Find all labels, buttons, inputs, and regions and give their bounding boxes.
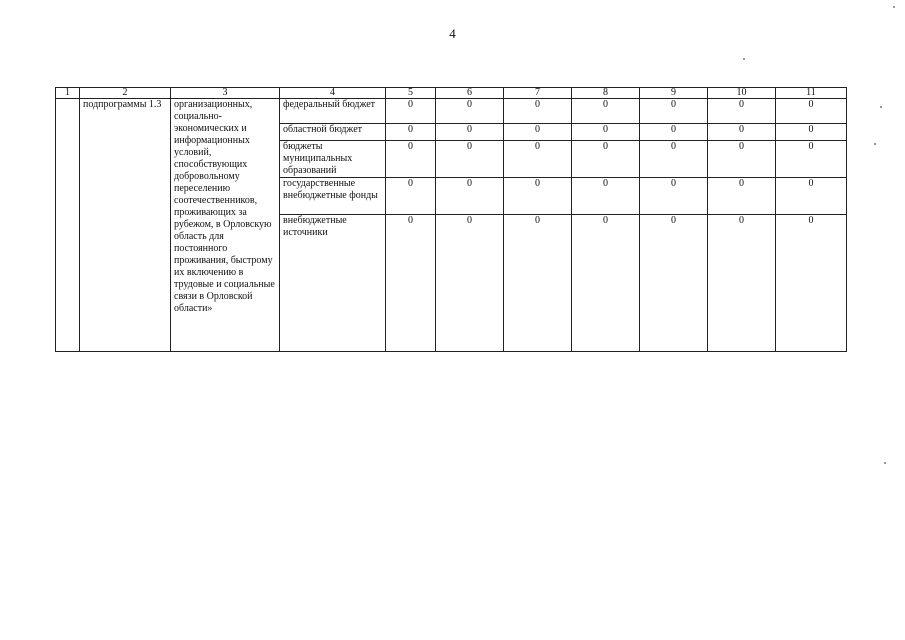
value-cell: 0 (776, 141, 847, 178)
value-cell: 0 (708, 99, 776, 124)
funding-table (55, 87, 847, 352)
column-header: 1 (56, 88, 80, 99)
scan-speck (874, 143, 876, 145)
value-cell: 0 (386, 215, 436, 352)
value-cell: 0 (572, 124, 640, 141)
value-cell: 0 (572, 178, 640, 215)
funding-source-cell: федеральный бюджет (280, 99, 386, 124)
value-cell: 0 (436, 215, 504, 352)
value-cell: 0 (708, 215, 776, 352)
value-cell: 0 (504, 124, 572, 141)
value-cell: 0 (708, 178, 776, 215)
scan-speck (893, 6, 895, 8)
scan-speck (880, 106, 882, 108)
value-cell: 0 (640, 124, 708, 141)
column-header: 7 (504, 88, 572, 99)
column-header: 5 (386, 88, 436, 99)
value-cell: 0 (776, 215, 847, 352)
page-number: 4 (449, 26, 456, 41)
scan-speck (743, 58, 745, 60)
value-cell: 0 (640, 178, 708, 215)
value-cell: 0 (776, 124, 847, 141)
row-number-cell (56, 99, 80, 352)
column-header: 8 (572, 88, 640, 99)
column-header: 9 (640, 88, 708, 99)
value-cell: 0 (572, 99, 640, 124)
value-cell: 0 (504, 178, 572, 215)
value-cell: 0 (708, 124, 776, 141)
value-cell: 0 (708, 141, 776, 178)
value-cell: 0 (386, 178, 436, 215)
value-cell: 0 (572, 215, 640, 352)
funding-source-cell: государственные внебюджетные фонды (280, 178, 386, 215)
table-row (56, 99, 847, 124)
column-header: 11 (776, 88, 847, 99)
value-cell: 0 (436, 141, 504, 178)
scan-speck (884, 462, 886, 464)
value-cell: 0 (436, 99, 504, 124)
column-header: 2 (80, 88, 171, 99)
value-cell: 0 (640, 141, 708, 178)
value-cell: 0 (386, 124, 436, 141)
funding-source-cell: областной бюджет (280, 124, 386, 141)
value-cell: 0 (640, 99, 708, 124)
value-cell: 0 (386, 99, 436, 124)
column-header: 3 (171, 88, 280, 99)
value-cell: 0 (640, 215, 708, 352)
value-cell: 0 (504, 141, 572, 178)
value-cell: 0 (572, 141, 640, 178)
value-cell: 0 (776, 178, 847, 215)
value-cell: 0 (504, 215, 572, 352)
header-row (56, 88, 847, 99)
value-cell: 0 (386, 141, 436, 178)
value-cell: 0 (504, 99, 572, 124)
description-cell: организационных, социально-экономических и информационных условий, способствующих добровольному переселению соотечественников, проживающих за рубежом, в Орловскую область для постоянного проживания, быстрому их включению в трудовые и социальные связи в Орловской области» (171, 99, 280, 352)
subprogram-cell: подпрограммы 1.3 (80, 99, 171, 352)
column-header: 10 (708, 88, 776, 99)
value-cell: 0 (436, 178, 504, 215)
value-cell: 0 (436, 124, 504, 141)
column-header: 6 (436, 88, 504, 99)
column-header: 4 (280, 88, 386, 99)
funding-source-cell: бюджеты муниципальных образований (280, 141, 386, 178)
funding-source-cell: внебюджетные источники (280, 215, 386, 352)
value-cell: 0 (776, 99, 847, 124)
